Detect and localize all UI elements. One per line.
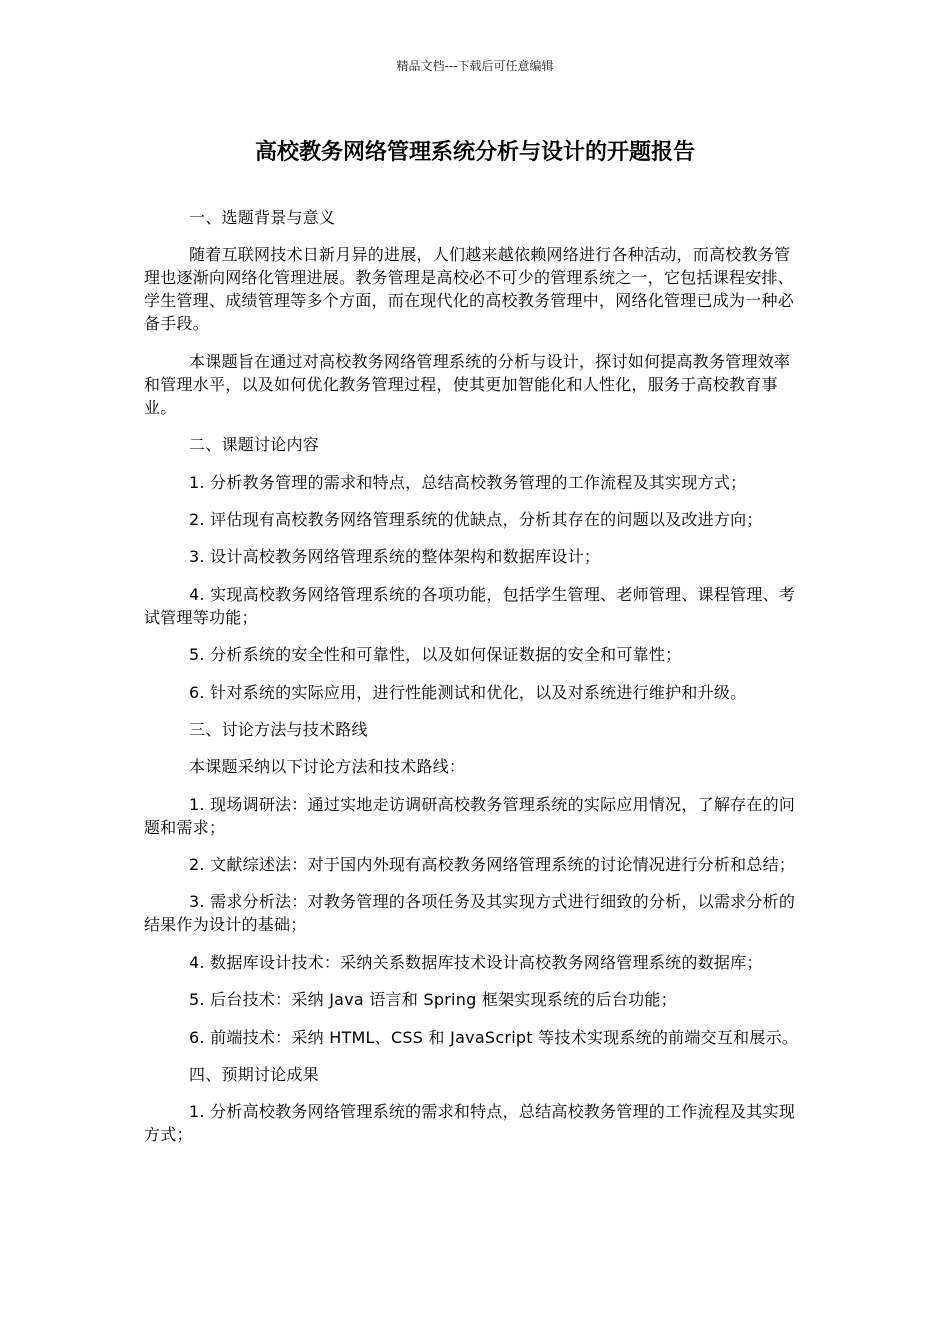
document-body (144, 206, 806, 1161)
document-title: 高校教务网络管理系统分析与设计的开题报告 (254, 140, 695, 165)
section-heading-4: 四、预期讨论成果 (189, 1065, 320, 1085)
list-item: 2. 文献综述法：对于国内外现有高校教务网络管理系统的讨论情况进行分析和总结； (189, 855, 796, 875)
list-item: 5. 分析系统的安全性和可靠性，以及如何保证数据的安全和可靠性； (189, 645, 682, 665)
list-item: 3. 需求分析法：对教务管理的各项任务及其实现方式进行细致的分析，以需求分析的结果作为设计的基础； (144, 892, 796, 935)
paragraph: 随着互联网技术日新月异的进展，人们越来越依赖网络进行各种活动，而高校教务管理也逐渐向网络化管理进展。教务管理是高校必不可少的管理系统之一，它包括课程安排、学生管理、成绩管理等多个方面，而在现代化的高校教务管理中，网络化管理已成为一种必备手段。 (144, 245, 795, 334)
list-item: 4. 实现高校教务网络管理系统的各项功能，包括学生管理、老师管理、课程管理、考试管理等功能； (144, 584, 796, 627)
header-note: 精品文档---下载后可任意编辑 (396, 59, 554, 73)
list-item: 4. 数据库设计技术：采纳关系数据库技术设计高校教务网络管理系统的数据库； (189, 952, 763, 972)
list-item: 6. 针对系统的实际应用，进行性能测试和优化，以及对系统进行维护和升级。 (189, 682, 747, 702)
section-heading-2: 二、课题讨论内容 (189, 435, 320, 455)
list-item: 1. 现场调研法：通过实地走访调研高校教务管理系统的实际应用情况，了解存在的问题和需求； (144, 794, 796, 837)
list-item: 2. 评估现有高校教务网络管理系统的优缺点，分析其存在的问题以及改进方向； (189, 509, 763, 529)
list-item: 6. 前端技术：采纳 HTML、CSS 和 JavaScript 等技术实现系统的前端交互和展示。 (189, 1027, 799, 1047)
list-item: 3. 设计高校教务网络管理系统的整体架构和数据库设计； (189, 547, 601, 567)
paragraph: 本课题采纳以下讨论方法和技术路线： (189, 757, 466, 777)
paragraph: 本课题旨在通过对高校教务网络管理系统的分析与设计，探讨如何提高教务管理效率和管理水平，以及如何优化教务管理过程，使其更加智能化和人性化，服务于高校教育事业。 (144, 351, 791, 417)
section-heading-3: 三、讨论方法与技术路线 (189, 719, 368, 739)
section-heading-1: 一、选题背景与意义 (189, 208, 336, 227)
list-item: 1. 分析高校教务网络管理系统的需求和特点，总结高校教务管理的工作流程及其实现方式； (144, 1102, 796, 1145)
list-item: 5. 后台技术：采纳 Java 语言和 Spring 框架实现系统的后台功能； (189, 990, 677, 1010)
list-item: 1. 分析教务管理的需求和特点，总结高校教务管理的工作流程及其实现方式； (189, 472, 747, 492)
